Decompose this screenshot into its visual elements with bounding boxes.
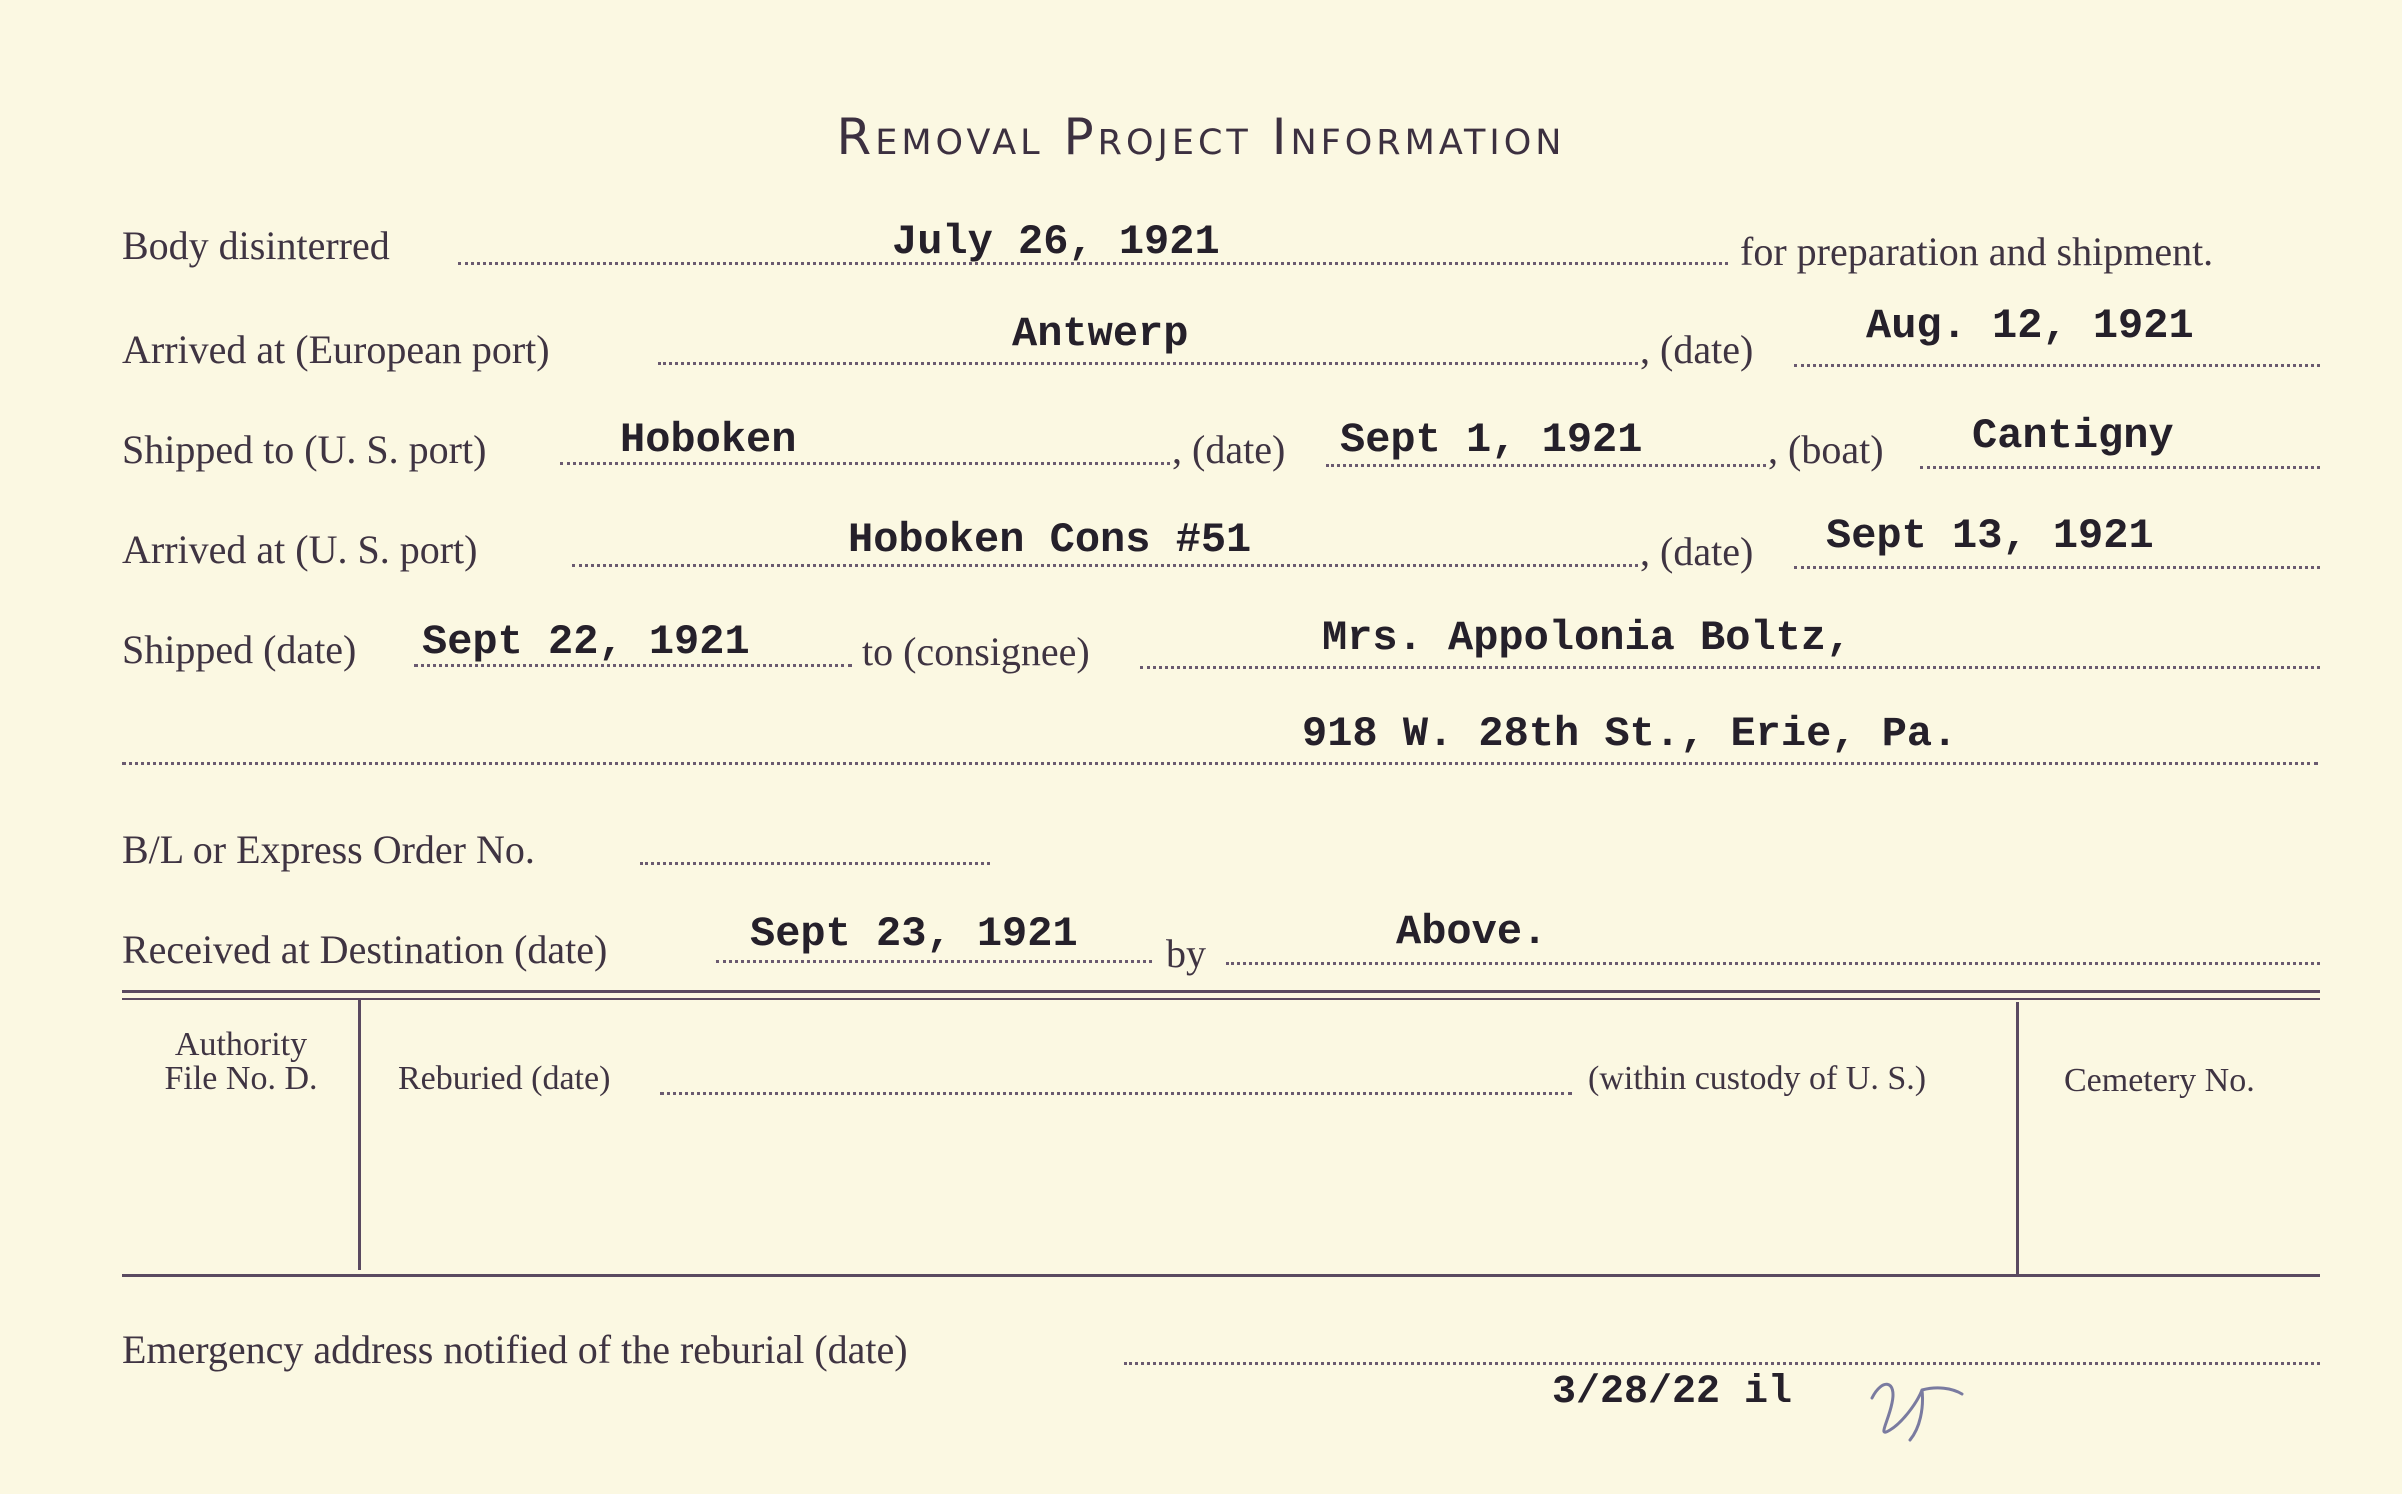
arrived-europe-date-label: , (date) (1640, 327, 1754, 372)
shipped-to-label: Shipped to (U. S. port) (122, 427, 487, 472)
box-divider-right (2016, 1002, 2019, 1276)
box-top-rule-2 (122, 998, 2320, 1000)
shipped-to-boat-label: , (boat) (1768, 427, 1884, 472)
arrived-europe-date: Aug. 12, 1921 (1866, 302, 2194, 350)
arrived-us-date: Sept 13, 1921 (1826, 512, 2154, 560)
arrived-europe-port: Antwerp (1012, 310, 1189, 358)
card-title: Removal Project Information (836, 108, 1566, 166)
reburied-line (660, 1092, 1572, 1095)
arrived-us-port-line (572, 564, 1638, 567)
consignee-address: 918 W. 28th St., Erie, Pa. (1302, 710, 1958, 758)
received-label: Received at Destination (date) (122, 927, 608, 972)
consignee-name: Mrs. Appolonia Boltz, (1322, 614, 1852, 662)
received-date-line (716, 960, 1152, 963)
shipped-to-date-label: , (date) (1172, 427, 1286, 472)
shipped-date-label: Shipped (date) (122, 627, 357, 672)
authority-line1: Authority (174, 1026, 308, 1063)
arrived-europe-port-line (658, 362, 1638, 365)
emergency-line (1124, 1362, 2320, 1365)
shipped-to-port: Hoboken (620, 416, 797, 464)
authority-line2: File No. D. (164, 1060, 318, 1097)
consignee-label: to (consignee) (862, 629, 1090, 674)
arrived-europe-label: Arrived at (European port) (122, 327, 550, 372)
box-divider-left (358, 998, 361, 1270)
arrived-us-date-label: , (date) (1640, 529, 1754, 574)
emergency-label: Emergency address notified of the reburial (date) (122, 1327, 908, 1372)
emergency-stamp: 3/28/22 il (1552, 1370, 1793, 1415)
shipped-to-boat: Cantigny (1972, 412, 2174, 460)
reburied-suffix: (within custody of U. S.) (1588, 1060, 1927, 1097)
body-disinterred-suffix: for preparation and shipment. (1740, 229, 2214, 274)
body-disinterred-value: July 26, 1921 (892, 218, 1220, 266)
shipped-to-date-line (1326, 464, 1766, 467)
received-date: Sept 23, 1921 (750, 910, 1078, 958)
received-by: Above. (1396, 908, 1548, 956)
address-line (122, 762, 2318, 765)
reburied-label: Reburied (date) (398, 1060, 611, 1097)
box-top-rule (122, 990, 2320, 993)
cemetery-label: Cemetery No. (2064, 1062, 2255, 1099)
arrived-us-label: Arrived at (U. S. port) (122, 527, 478, 572)
box-bottom-rule (122, 1274, 2320, 1277)
received-by-line (1226, 962, 2320, 965)
bl-order-label: B/L or Express Order No. (122, 827, 535, 872)
shipped-to-date: Sept 1, 1921 (1340, 416, 1643, 464)
arrived-us-port: Hoboken Cons #51 (848, 516, 1252, 564)
consignee-line (1140, 666, 2320, 669)
received-by-label: by (1166, 931, 1206, 976)
bl-order-line (640, 862, 990, 865)
arrived-us-date-line (1794, 566, 2320, 569)
shipped-to-boat-line (1920, 466, 2320, 469)
shipped-date: Sept 22, 1921 (422, 618, 750, 666)
arrived-europe-date-line (1794, 364, 2320, 367)
handwritten-initials (1862, 1368, 1972, 1448)
body-disinterred-label: Body disinterred (122, 223, 390, 268)
